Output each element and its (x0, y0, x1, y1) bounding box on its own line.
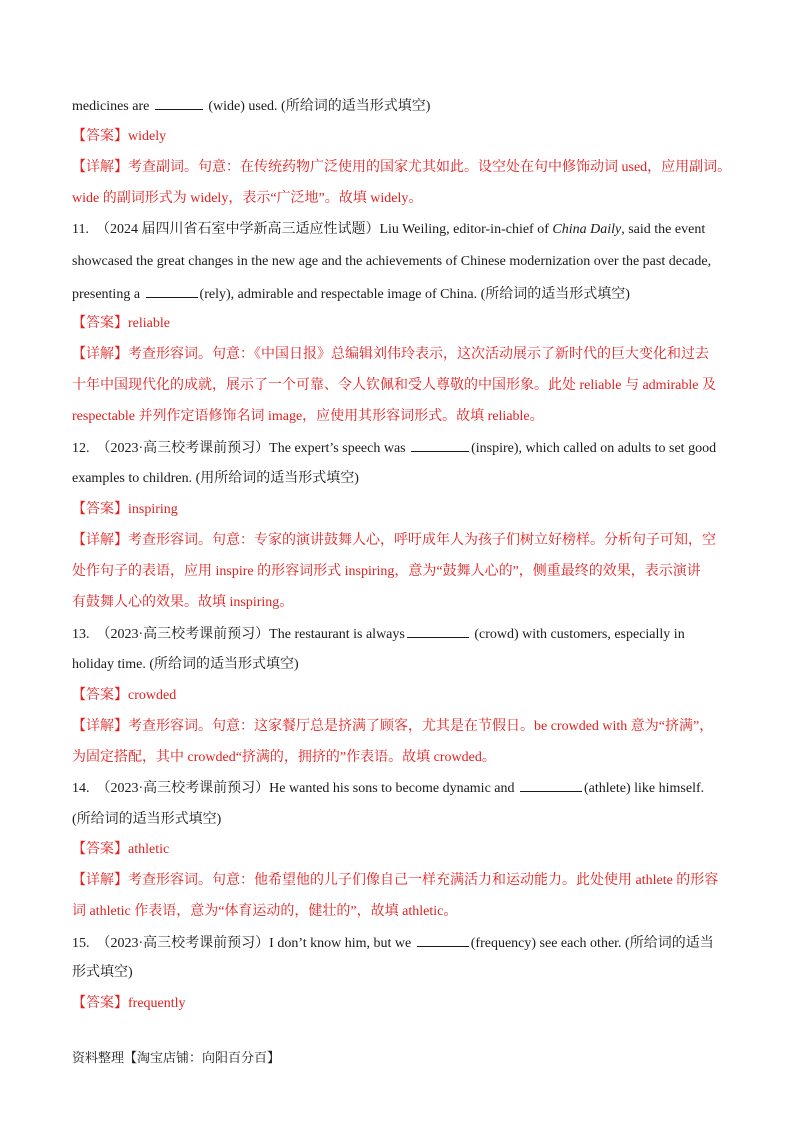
detail-14-line: 【详解】考查形容词。句意：他希望他的儿子们像自己一样充满活力和运动能力。此处使用 athlete 的形容 (72, 873, 719, 888)
question-number: 11. (72, 222, 89, 237)
question-text: (rely), admirable and respectable image of China. (所给词的适当形式填空) (199, 287, 630, 302)
question-text: presenting a (72, 287, 144, 302)
question-11-line (72, 220, 705, 240)
answer-11: 【答案】reliable (72, 316, 170, 331)
question-13-line (72, 624, 685, 645)
question-text: (wide) used. (所给词的适当形式填空) (204, 99, 431, 114)
question-text: (frequency) see each other. (所给词的适当 (470, 936, 714, 951)
question-14-line (72, 778, 704, 799)
question-text: medicines are (72, 99, 153, 114)
detail-12-line: 处作句子的表语，应用 inspire 的形容词形式 inspiring，意为“鼓舞人心的”，侧重最终的效果，表示演讲 (72, 564, 701, 579)
answer-14: 【答案】athletic (72, 842, 170, 857)
question-number: 14. (72, 781, 90, 796)
detail-10-line: wide 的副词形式为 widely，表示“广泛地”。故填 widely。 (72, 191, 423, 206)
question-source: （2023·高三校考课前预习） (96, 441, 270, 456)
question-14-line: (所给词的适当形式填空) (72, 812, 222, 827)
answer-10: 【答案】widely (72, 129, 167, 144)
question-15-line: 形式填空) (72, 965, 133, 980)
detail-11-line: 【详解】考查形容词。句意：《中国日报》总编辑刘伟玲表示，这次活动展示了新时代的巨大变化和过去 (72, 347, 709, 362)
question-number: 13. (72, 627, 90, 642)
answer-blank (407, 624, 469, 638)
answer-blank (411, 438, 469, 452)
question-text: The expert’s speech was (269, 441, 410, 456)
question-11-line (72, 284, 630, 305)
question-text: (inspire), which called on adults to set good (471, 441, 717, 456)
question-text: The restaurant is always (269, 627, 405, 642)
question-text: (crowd) with customers, especially in (470, 627, 685, 642)
detail-13-line: 【详解】考查形容词。句意：这家餐厅总是挤满了顾客，尤其是在节假日。be crowded with 意为“挤满”， (72, 719, 714, 734)
detail-13-line: 为固定搭配，其中 crowded“挤满的，拥挤的”作表语。故填 crowded。 (72, 750, 496, 765)
detail-11-line: respectable 并列作定语修饰名词 image，应使用其形容词形式。故填 reliable。 (72, 409, 544, 424)
question-text: (athlete) like himself. (584, 781, 705, 796)
footer-credit: 资料整理【淘宝店铺：向阳百分百】 (72, 1050, 281, 1065)
question-source: （2024 届四川省石室中学新高三适应性试题） (95, 222, 380, 237)
detail-12-line: 【详解】考查形容词。句意：专家的演讲鼓舞人心，呼吁成年人为孩子们树立好榜样。分析句子可知，空 (72, 533, 716, 548)
question-text: Liu Weiling, editor-in-chief of (379, 222, 553, 237)
answer-13: 【答案】crowded (72, 688, 177, 703)
detail-14-line: 词 athletic 作表语，意为“体育运动的，健壮的”，故填 athletic。 (72, 904, 458, 919)
question-11-line: showcased the great changes in the new age and the achievements of Chinese modernization over the past decade, (72, 254, 712, 269)
question-number: 15. (72, 936, 90, 951)
detail-10-line: 【详解】考查副词。句意：在传统药物广泛使用的国家尤其如此。设空处在句中修饰动词 used，应用副词。 (72, 160, 732, 175)
answer-blank (520, 778, 582, 792)
question-source: （2023·高三校考课前预习） (96, 936, 270, 951)
question-12-line (72, 438, 716, 459)
newspaper-title: China Daily (552, 222, 622, 237)
answer-blank (155, 96, 203, 110)
detail-12-line: 有鼓舞人心的效果。故填 inspiring。 (72, 595, 294, 610)
answer-15: 【答案】frequently (72, 996, 186, 1011)
question-10-line (72, 96, 430, 117)
question-source: （2023·高三校考课前预习） (96, 627, 270, 642)
question-13-line: holiday time. (所给词的适当形式填空) (72, 657, 299, 672)
question-text: , said the event (621, 222, 706, 237)
question-text: He wanted his sons to become dynamic and (269, 781, 518, 796)
question-15-line (72, 933, 714, 954)
question-number: 12. (72, 441, 90, 456)
detail-11-line: 十年中国现代化的成就，展示了一个可靠、令人钦佩和受人尊敬的中国形象。此处 reliable 与 admirable 及 (72, 378, 716, 393)
answer-blank (417, 933, 469, 947)
answer-12: 【答案】inspiring (72, 502, 178, 517)
question-12-line: examples to children. (用所给词的适当形式填空) (72, 471, 359, 486)
answer-blank (146, 284, 198, 298)
question-text: I don’t know him, but we (269, 936, 415, 951)
question-source: （2023·高三校考课前预习） (96, 781, 270, 796)
